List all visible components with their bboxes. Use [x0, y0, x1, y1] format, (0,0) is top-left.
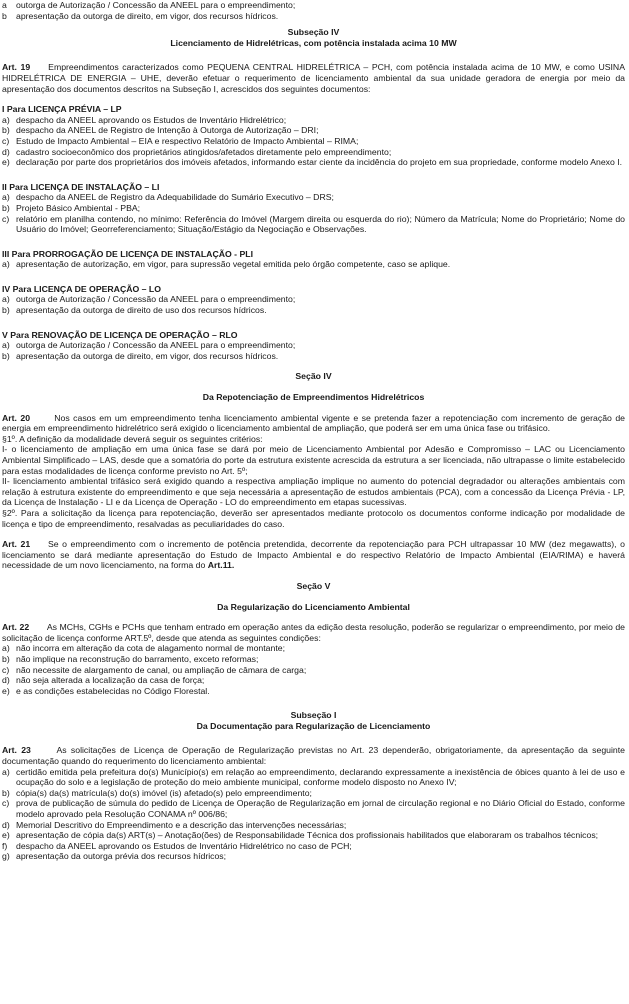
article-23: Art. 23 As solicitações de Licença de Operação de Regularização previstas no Art. 23 dependerão, obrigatoriamente, da apresentação da seguinte documentação quando do requerimento do licenciamento ambiental:: [2, 745, 625, 767]
list-item: e) e as condições estabelecidas no Código Florestal.: [2, 685, 210, 696]
list-item: a) despacho da ANEEL aprovando os Estudos de Inventário Hidrelétrico;: [2, 114, 287, 125]
list-item: d) Memorial Descritivo do Empreendimento e a descrição das intervenções necessárias;: [2, 819, 347, 830]
heading-rlo: V Para RENOVAÇÃO DE LICENÇA DE OPERAÇÃO – RLO: [2, 329, 238, 340]
list-item: b) não implique na reconstrução do barramento, exceto reformas;: [2, 653, 259, 664]
list-item: b) Projeto Básico Ambiental - PBA;: [2, 202, 141, 213]
paragraph: §1º. A definição da modalidade deverá seguir os seguintes critérios:: [2, 433, 263, 444]
subsection-title: Subseção I: [290, 710, 337, 721]
section-title: Seção IV: [295, 371, 332, 382]
list-item: f) despacho da ANEEL aprovando os Estudos de Inventário Hidrelétrico no caso de PCH;: [2, 840, 352, 851]
list-item: d) cadastro socioeconômico dos proprietários atingidos/afetados diretamente pelo empreendimento;: [2, 146, 392, 157]
list-item: b apresentação da outorga de direito, em vigor, dos recursos hídricos.: [2, 10, 279, 21]
heading-lo: IV Para LICENÇA DE OPERAÇÃO – LO: [2, 283, 161, 294]
paragraph: I- o licenciamento de ampliação em uma única fase se dará por meio de Licenciamento Ambiental por Adesão e Compromisso – LAC ou Licenciamento Ambiental Simplificado – LAS, desde que a somatória do porte da estrutura existente acrescida da estrutura a ser licenciada, não ultrapasse o limite estabelecido para estas modalidades de licença conforme previsto no Art. 5º;: [2, 444, 625, 476]
list-item: c) Estudo de Impacto Ambiental – EIA e respectivo Relatório de Impacto Ambiental – RIMA;: [2, 135, 359, 146]
article-22: Art. 22 As MCHs, CGHs e PCHs que tenham entrado em operação antes da edição desta resolução, poderão se regularizar o empreendimento, por meio de solicitação de licença conforme ART.5º, desde que atenda as seguintes condições:: [2, 622, 625, 643]
subsection-subtitle: Licenciamento de Hidrelétricas, com potência instalada acima 10 MW: [170, 37, 457, 48]
list-item: b) apresentação da outorga de direito de uso dos recursos hídricos.: [2, 305, 267, 316]
heading-pli: III Para PRORROGAÇÃO DE LICENÇA DE INSTALAÇÃO - PLI: [2, 248, 253, 259]
subsection-subtitle: Da Documentação para Regularização de Licenciamento: [196, 720, 431, 731]
list-item: c) não necessite de alargamento de canal, ou ampliação de câmara de carga;: [2, 664, 307, 675]
list-item: e) apresentação de cópia da(s) ART(s) – Anotação(ões) de Responsabilidade Técnica dos profissionais habilitados que elaboraram os trabalhos técnicos;: [2, 830, 599, 841]
list-item: b) apresentação da outorga de direito, em vigor, dos recursos hídricos.: [2, 350, 279, 361]
section-subtitle: Da Repotenciação de Empreendimentos Hidrelétricos: [202, 392, 425, 403]
paragraph: II- licenciamento ambiental trifásico será exigido quando a respectiva ampliação implique no aumento do potencial degradador ou alterações ambientais com relação à estrutura existente do empreendimento e que seja necessária a apresentação de estudos ambientais (PCA), com a concessão da Licença Prévia - LP, da Licença de Instalação - LI e da Licença de Operação - LO do empreendimento em etapas sucessivas.: [2, 476, 625, 508]
list-item: c) relatório em planilha contendo, no mínimo: Referência do Imóvel (Margem direita ou esquerda do rio); Número da Matrícula; Nome do Proprietário; Nome do Usuário do Imóvel; Georreferenciamento; Situação/Estágio da Negociação e Observações.: [2, 213, 625, 235]
list-item: b) cópia(s) da(s) matrícula(s) do(s) imóvel (is) afetado(s) pelo empreendimento;: [2, 787, 312, 798]
article-19: Art. 19 Empreendimentos caracterizados como PEQUENA CENTRAL HIDRELÉTRICA – PCH, com potência instalada acima de 10 MW, e como USINA HIDRELÉTRICA DE ENERGIA – UHE, deverão efetuar o requerimento de licenciamento ambiental da sua unidade geradora de energia por meio da apresentação dos documentos descritos na Subseção I, acrescidos dos seguintes documentos:: [2, 62, 625, 94]
paragraph: §2º. Para a solicitação da licença para repotenciação, deverão ser apresentados mediante protocolo os documentos conforme indicação por modalidade de licença e tipo de empreendimento, resalvadas as peculiaridades do caso.: [2, 507, 625, 529]
list-item: d) não seja alterada a localização da casa de força;: [2, 675, 205, 686]
subsection-title: Subseção IV: [287, 27, 340, 38]
heading-li: II Para LICENÇA DE INSTALAÇÃO – LI: [2, 181, 160, 192]
heading-lp: I Para LICENÇA PRÉVIA – LP: [2, 104, 122, 115]
list-item: a outorga de Autorização / Concessão da ANEEL para o empreendimento;: [2, 0, 296, 10]
list-item: a) certidão emitida pela prefeitura do(s) Município(s) em relação ao empreendimento, declarando expressamente a inexistência de óbices quanto à lei de uso e ocupação do solo e a legislação de proteção do meio ambiente municipal, conforme modelo disposto no Anexo IV;: [2, 766, 625, 788]
list-item: b) despacho da ANEEL de Registro de Intenção à Outorga de Autorização – DRI;: [2, 125, 319, 136]
article-21: Art. 21 Se o empreendimento com o incremento de potência pretendida, decorrente da repotenciação para PCH ultrapassar 10 MW (dez megawatts), o licenciamento se dará mediante apresentação do Estudo de Impacto Ambiental e do respectivo Relatório de Impacto Ambiental (EIA/RIMA) e haverá necessidade de um novo licenciamento, na forma do Art.11.: [2, 539, 625, 571]
list-item: a) outorga de Autorização / Concessão da ANEEL para o empreendimento;: [2, 294, 296, 305]
section-subtitle: Da Regularização do Licenciamento Ambiental: [217, 601, 410, 612]
section-title: Seção V: [296, 580, 331, 591]
list-item: c) prova de publicação de súmula do pedido de Licença de Operação de Regularização em jornal de circulação regional e no Diário Oficial do Estado, conforme modelo aprovado pela Resolução CONAMA nº 006/86;: [2, 798, 625, 820]
list-item: e) declaração por parte dos proprietários dos imóveis afetados, informando estar ciente da incidência do projeto em sua propriedade, conforme modelo Anexo I.: [2, 157, 623, 168]
top-list: [2, 0, 625, 21]
list-item: a) apresentação de autorização, em vigor, para supressão vegetal emitida pelo órgão competente, caso se aplique.: [2, 259, 451, 270]
list-item: a) não incorra em alteração da cota de alagamento normal de montante;: [2, 643, 285, 654]
article-20: Art. 20 Nos casos em um empreendimento tenha licenciamento ambiental vigente e se pretenda fazer a repotenciação com incremento de geração de energia em empreendimento hidrelétrico será exigido o licenciamento ambiental de ampliação, que poderá ser em uma única fase ou trifásico.: [2, 412, 625, 434]
list-item: a) outorga de Autorização / Concessão da ANEEL para o empreendimento;: [2, 340, 296, 351]
list-item: g) apresentação da outorga prévia dos recursos hídricos;: [2, 851, 227, 862]
list-item: a) despacho da ANEEL de Registro da Adequabilidade do Sumário Executivo – DRS;: [2, 192, 334, 203]
